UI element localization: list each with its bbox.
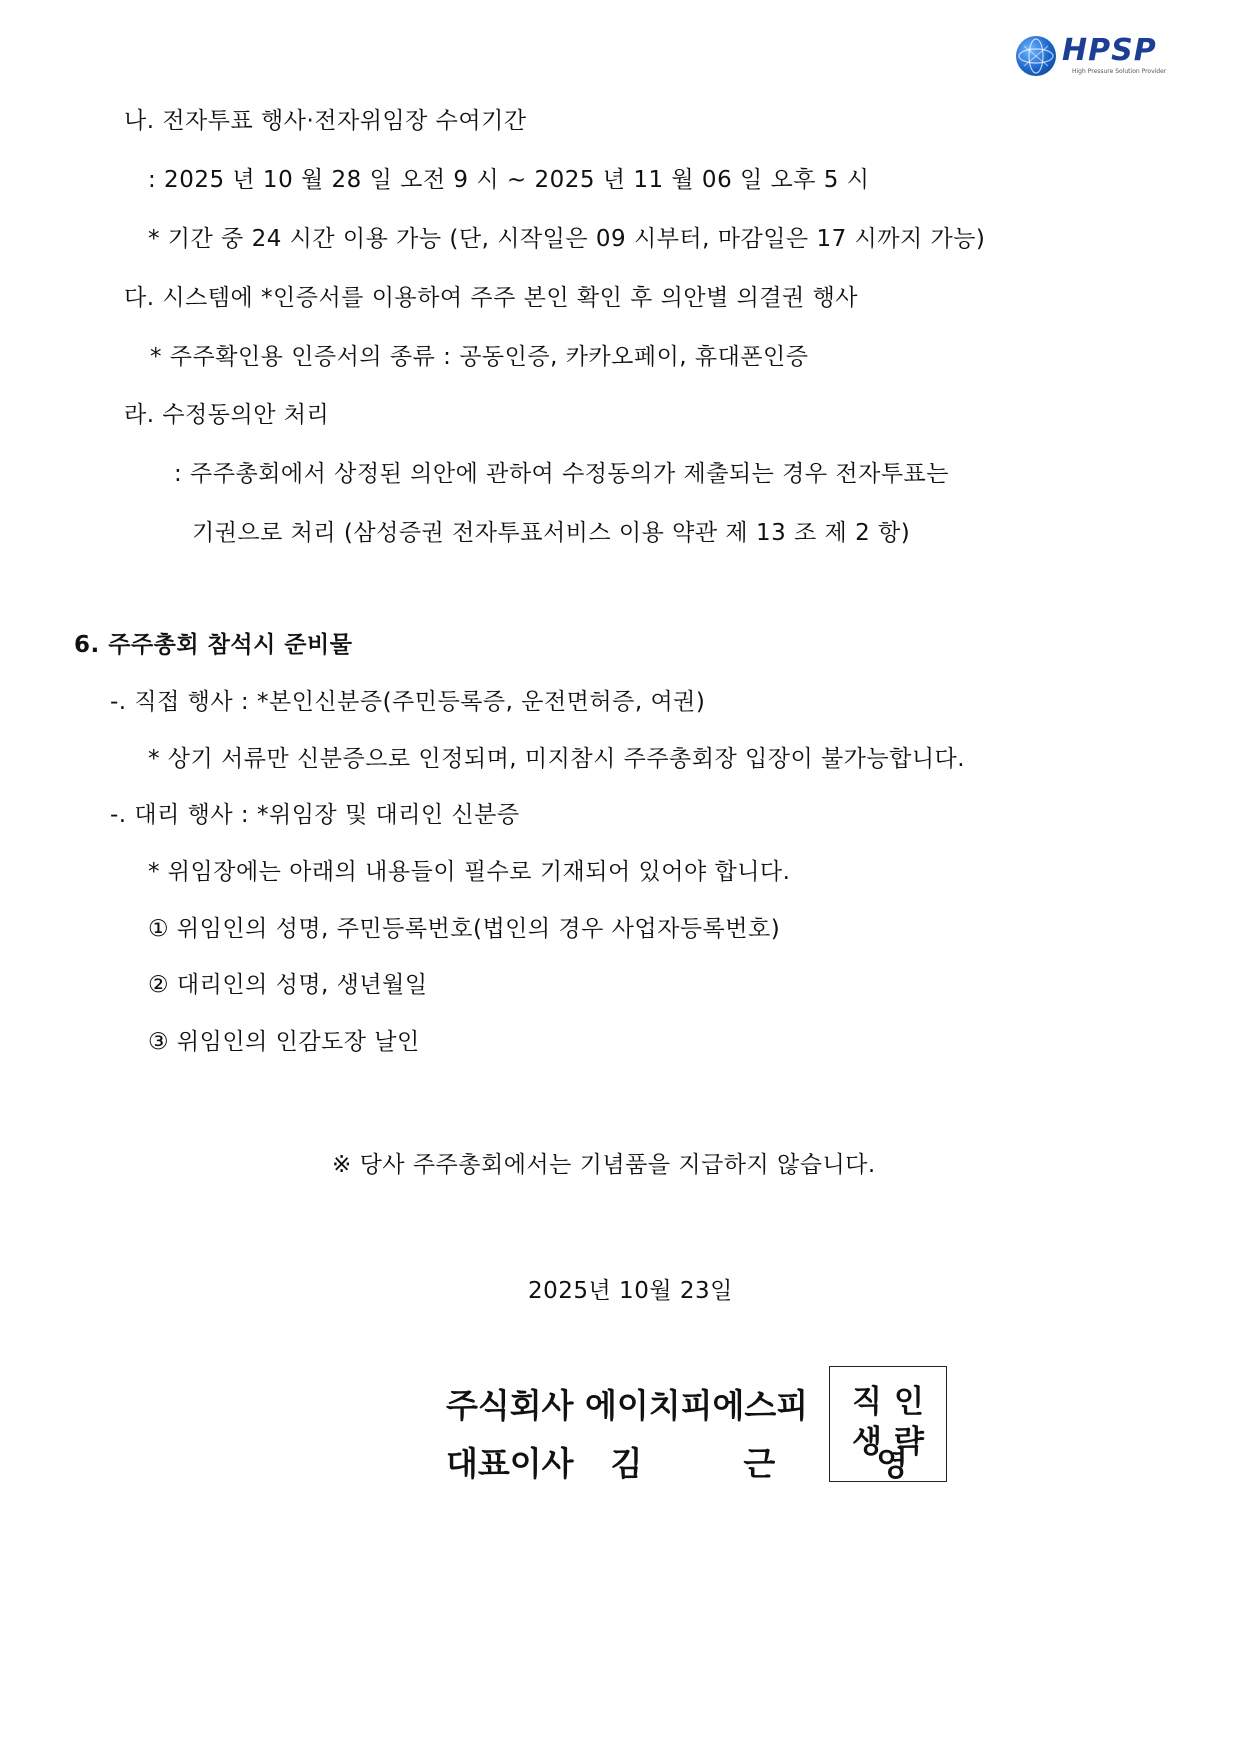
voting-period-text: : 2025 년 10 월 28 일 오전 9 시 ~ 2025 년 11 월 06 일 오후 5 시	[148, 167, 870, 193]
representative-title: 대표이사	[446, 1444, 574, 1483]
amendment-text-line2: 기권으로 처리 (삼성증권 전자투표서비스 이용 약관 제 13 조 제 2 항)	[192, 520, 911, 546]
logo-brand-text: HPSP	[1062, 33, 1157, 68]
representative-name-1: 김	[610, 1444, 643, 1483]
seal-char-2: 인	[894, 1384, 924, 1420]
souvenir-notice: ※ 당사 주주총회에서는 기념품을 지급하지 않습니다.	[332, 1152, 876, 1178]
proxy-item-1: ① 위임인의 성명, 주민등록번호(법인의 경우 사업자등록번호)	[148, 916, 781, 942]
voting-period-note: * 기간 중 24 시간 이용 가능 (단, 시작일은 09 시부터, 마감일은 17 시까지 가능)	[148, 226, 986, 252]
proxy-exercise-text: -. 대리 행사 : *위임장 및 대리인 신분증	[110, 802, 520, 828]
seal-char-3: 생	[852, 1424, 882, 1460]
amendment-text-line1: : 주주총회에서 상정된 의안에 관하여 수정동의가 제출되는 경우 전자투표는	[174, 461, 949, 487]
document-date: 2025년 10월 23일	[528, 1278, 733, 1304]
certificate-types-note: * 주주확인용 인증서의 종류 : 공동인증, 카카오페이, 휴대폰인증	[150, 344, 809, 370]
logo-tagline: High Pressure Solution Provider	[1072, 68, 1167, 75]
system-auth-heading: 다. 시스템에 *인증서를 이용하여 주주 본인 확인 후 의안별 의결권 행사	[124, 285, 859, 311]
seal-char-1: 직	[852, 1384, 882, 1420]
representative-name-2: 근	[743, 1444, 776, 1483]
proxy-item-2: ② 대리인의 성명, 생년월일	[148, 972, 428, 998]
seal-omitted-box	[829, 1366, 947, 1482]
voting-period-heading: 나. 전자투표 행사·전자위임장 수여기간	[124, 108, 527, 134]
seal-char-4: 략	[894, 1424, 924, 1460]
section-6-title: 6. 주주총회 참석시 준비물	[74, 632, 353, 658]
globe-icon	[1016, 36, 1056, 76]
representative-name-3: 영	[876, 1444, 909, 1483]
company-logo	[1016, 34, 1178, 78]
proxy-item-3: ③ 위임인의 인감도장 날인	[148, 1029, 420, 1055]
company-name: 주식회사 에이치피에스피	[446, 1386, 809, 1425]
amendment-heading: 라. 수정동의안 처리	[124, 402, 330, 428]
direct-exercise-text: -. 직접 행사 : *본인신분증(주민등록증, 운전면허증, 여권)	[110, 689, 706, 715]
proxy-exercise-note: * 위임장에는 아래의 내용들이 필수로 기재되어 있어야 합니다.	[148, 859, 791, 885]
direct-exercise-note: * 상기 서류만 신분증으로 인정되며, 미지참시 주주총회장 입장이 불가능합니다.	[148, 746, 966, 772]
